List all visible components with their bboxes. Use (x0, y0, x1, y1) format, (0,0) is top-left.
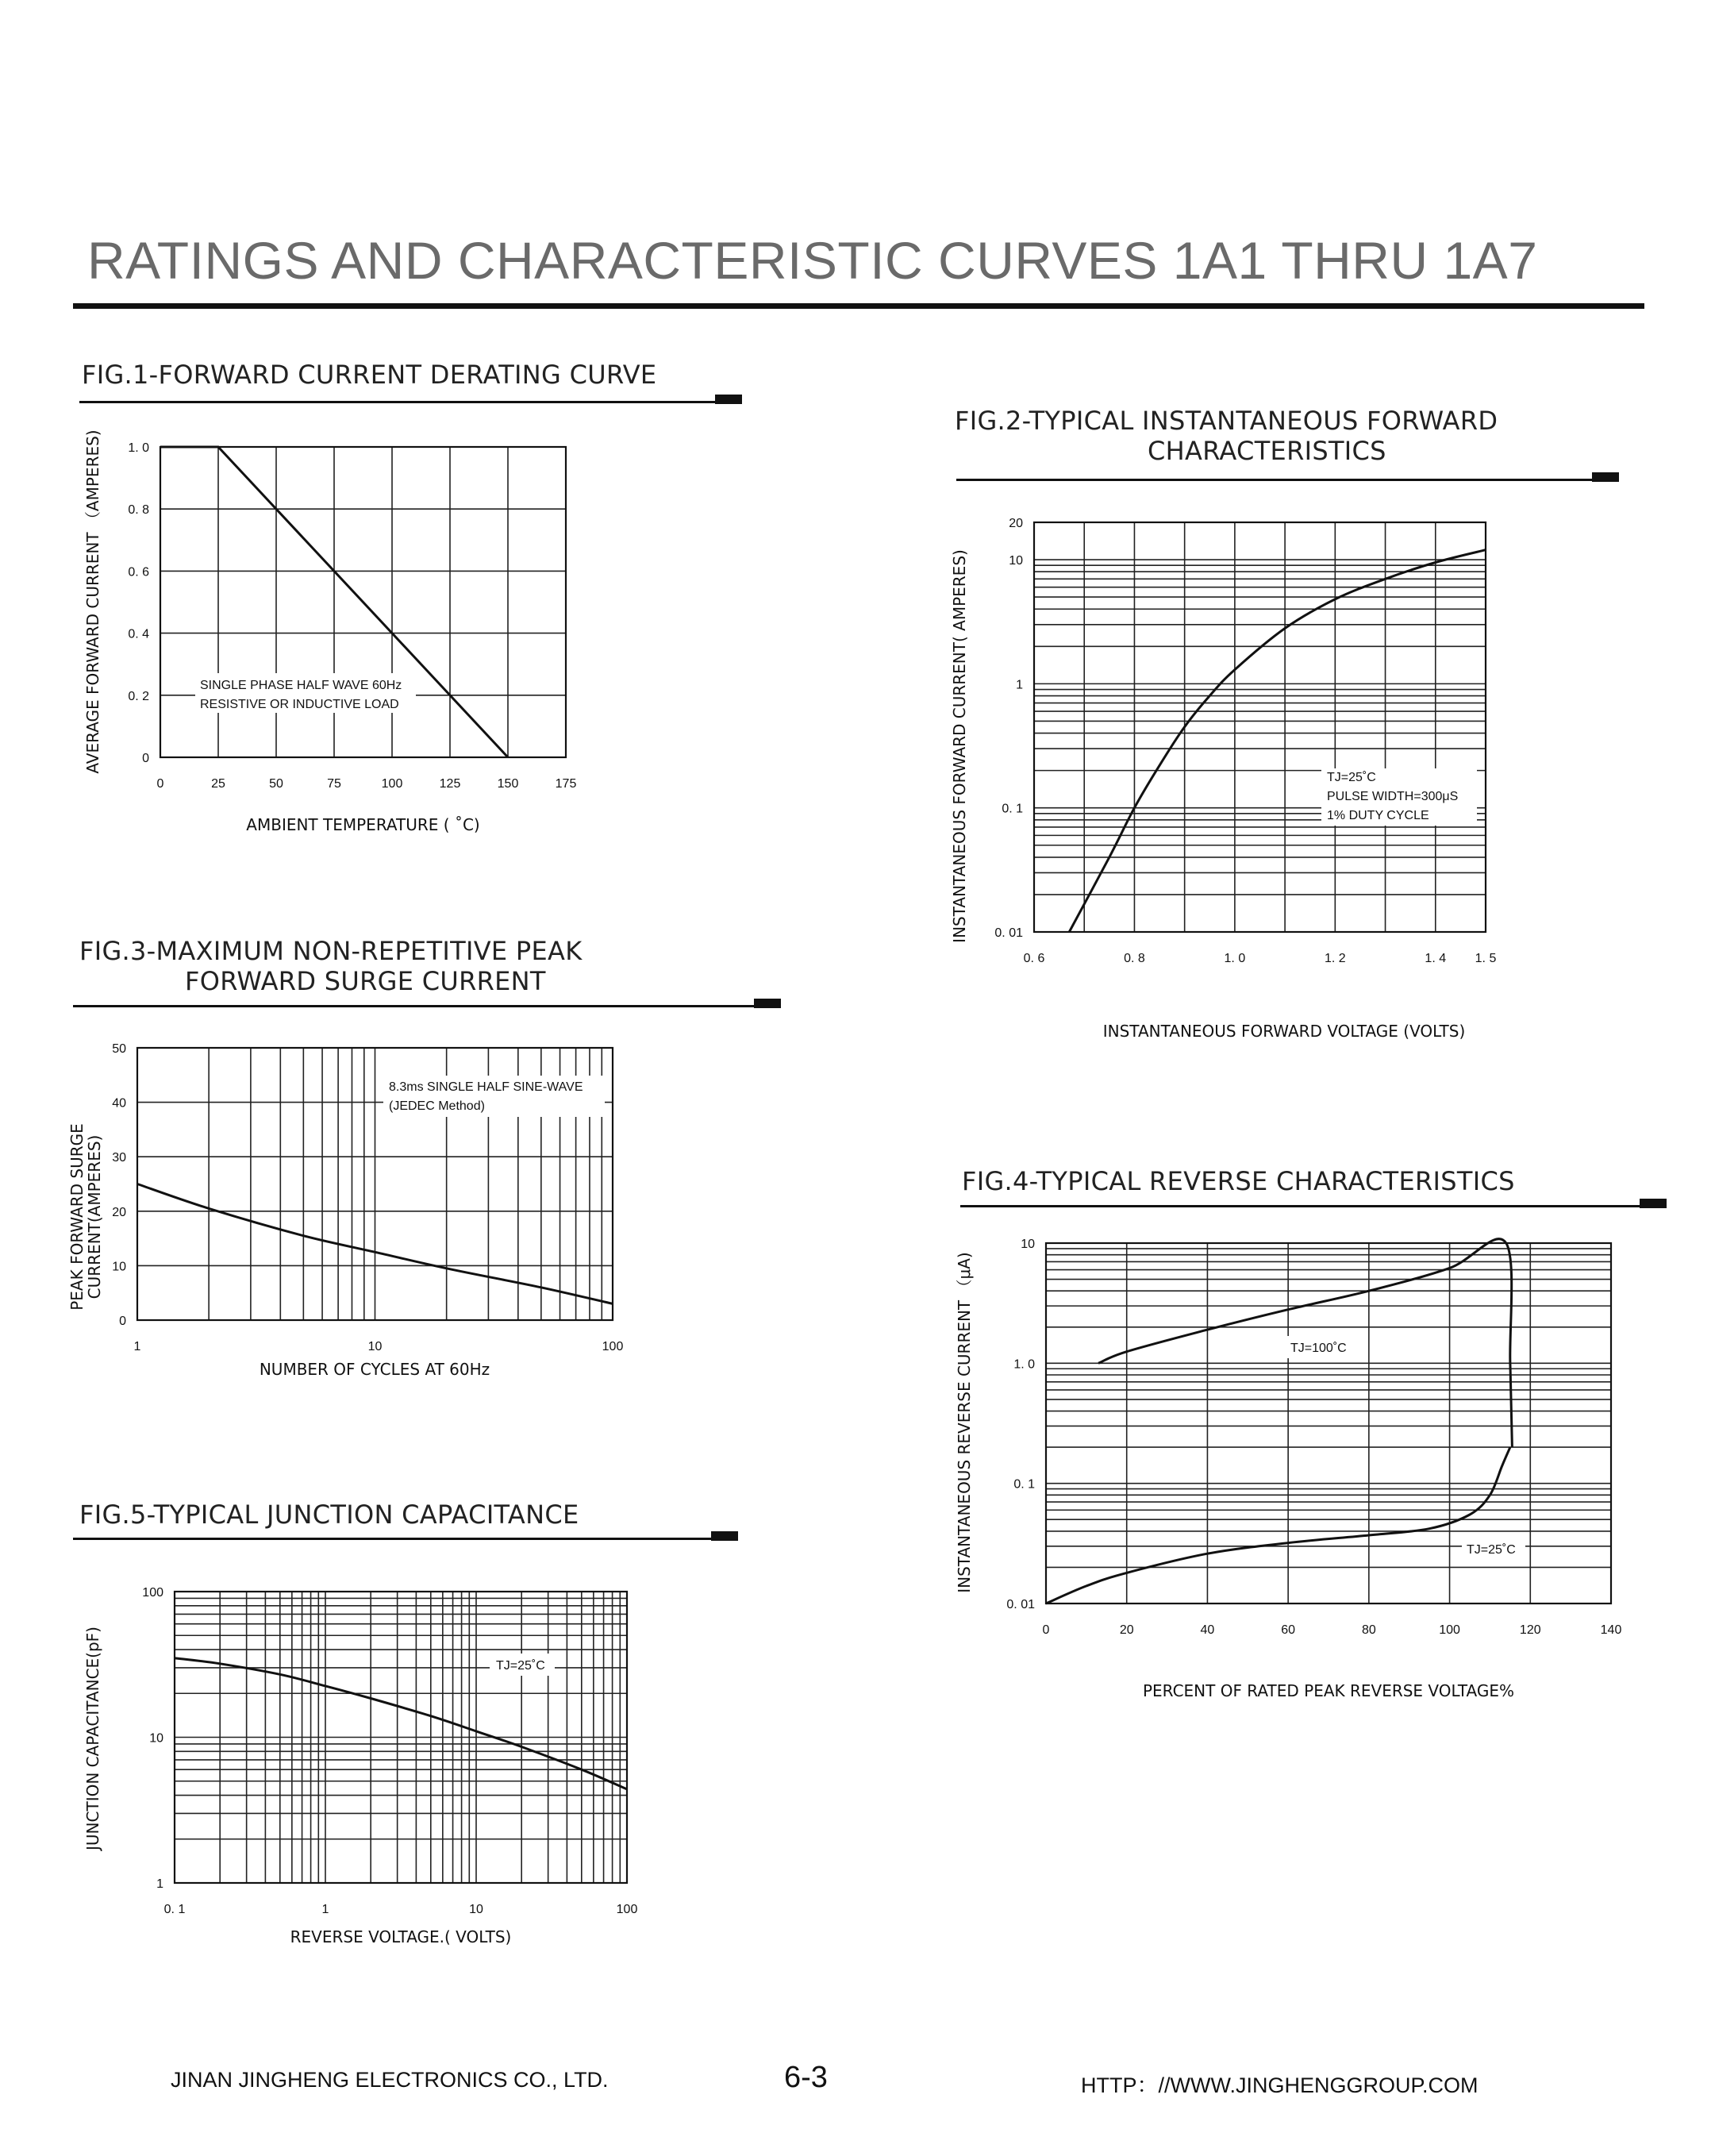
fig3-title-line2: FORWARD SURGE CURRENT (185, 966, 546, 996)
fig1-title: FIG.1-FORWARD CURRENT DERATING CURVE (82, 360, 657, 390)
fig1-xtick-6: 150 (497, 777, 519, 791)
fig4-xtick-4: 80 (1361, 1623, 1376, 1637)
fig1-xlabel: AMBIENT TEMPERATURE ( ˚C) (246, 815, 480, 834)
fig4-xtick-0: 0 (1042, 1623, 1050, 1637)
fig5-series-0-label: TJ=25˚C (496, 1659, 545, 1673)
fig1-xtick-5: 125 (439, 777, 461, 791)
fig2-xtick-3: 1. 2 (1324, 952, 1346, 965)
fig5-xtick-2: 10 (469, 1903, 483, 1916)
fig2-annotation-line1: TJ=25˚C (1327, 771, 1376, 784)
fig3-ytick-1: 10 (112, 1260, 126, 1274)
fig1-xtick-1: 25 (211, 777, 225, 791)
fig4-ytick-3: 10 (1021, 1238, 1035, 1251)
fig2-xtick-0: 0. 6 (1023, 952, 1045, 965)
fig2-annotation-line2: PULSE WIDTH=300μS (1327, 790, 1459, 803)
footer-company: JINAN JINGHENG ELECTRONICS CO., LTD. (171, 2068, 609, 2092)
fig4-series-0-label: TJ=100˚C (1290, 1342, 1347, 1355)
fig1-xtick-4: 100 (381, 777, 403, 791)
fig4-xtick-7: 140 (1600, 1623, 1622, 1637)
fig2-ytick-0: 0. 01 (994, 926, 1023, 940)
fig2-ytick-4: 20 (1009, 517, 1023, 530)
fig3-ylabel-line2: CURRENT(AMPERES) (85, 1134, 104, 1299)
fig3-ytick-4: 40 (112, 1096, 126, 1111)
fig2-annotation-line3: 1% DUTY CYCLE (1327, 809, 1429, 822)
fig2-xtick-4: 1. 4 (1425, 952, 1447, 965)
page-title: RATINGS AND CHARACTERISTIC CURVES 1A1 THRU 1A7 (87, 231, 1538, 290)
fig2-ytick-2: 1 (1016, 678, 1023, 692)
fig3-annotation-line1: 8.3ms SINGLE HALF SINE-WAVE (389, 1080, 583, 1094)
fig4-ytick-1: 0. 1 (1013, 1477, 1035, 1492)
fig4-xtick-1: 20 (1119, 1623, 1134, 1637)
fig1-ytick-0: 0 (142, 752, 149, 765)
fig1-ytick-2: 0. 4 (128, 627, 149, 641)
fig5-xtick-3: 100 (616, 1903, 638, 1916)
fig3-ytick-2: 20 (112, 1205, 126, 1219)
fig3-xtick-2: 100 (602, 1340, 624, 1353)
fig5-xlabel: REVERSE VOLTAGE.( VOLTS) (290, 1927, 512, 1946)
fig5-title: FIG.5-TYPICAL JUNCTION CAPACITANCE (79, 1500, 579, 1530)
fig4-ytick-2: 1. 0 (1013, 1357, 1035, 1372)
fig2-xtick-5: 1. 5 (1475, 952, 1497, 965)
fig1-xtick-3: 75 (327, 777, 341, 791)
fig2-ytick-3: 10 (1009, 554, 1023, 568)
fig2-xtick-2: 1. 0 (1224, 952, 1246, 965)
fig4-plot-frame (1046, 1243, 1611, 1604)
fig1-xtick-7: 175 (555, 777, 577, 791)
fig4-series-1-line (1046, 1447, 1510, 1604)
fig5-ytick-2: 100 (142, 1586, 163, 1600)
fig2-title-line1: FIG.2-TYPICAL INSTANTANEOUS FORWARD (955, 406, 1498, 436)
fig4-xtick-5: 100 (1439, 1623, 1460, 1637)
fig5-xtick-0: 0. 1 (163, 1903, 186, 1916)
fig1-ytick-3: 0. 6 (128, 565, 149, 579)
fig5-ytick-0: 1 (156, 1877, 163, 1891)
fig1-ytick-4: 0. 8 (128, 503, 149, 518)
fig2-title-line2: CHARACTERISTICS (1148, 436, 1386, 466)
fig4-series-1-label: TJ=25˚C (1467, 1543, 1516, 1557)
fig5-xtick-1: 1 (321, 1903, 329, 1916)
fig1-xtick-0: 0 (156, 777, 164, 791)
fig3-ytick-5: 50 (112, 1042, 126, 1056)
fig4-xtick-6: 120 (1519, 1623, 1541, 1637)
fig3-xlabel: NUMBER OF CYCLES AT 60Hz (259, 1360, 490, 1379)
fig1-ytick-5: 1. 0 (128, 441, 149, 455)
fig3-xtick-1: 10 (367, 1340, 383, 1353)
fig1-annotation-line1: SINGLE PHASE HALF WAVE 60Hz (200, 679, 402, 692)
fig4-xlabel: PERCENT OF RATED PEAK REVERSE VOLTAGE% (1142, 1681, 1515, 1700)
fig2-ylabel: INSTANTANEOUS FORWARD CURRENT( AMPERES) (950, 549, 969, 943)
fig3-ylabel-line1: PEAK FORWARD SURGE (67, 1123, 87, 1311)
fig5-ytick-1: 10 (149, 1731, 163, 1746)
fig3-title-line1: FIG.3-MAXIMUM NON-REPETITIVE PEAK (79, 936, 583, 966)
fig1-ylabel: AVERAGE FORWARD CURRENT （AMPERES) (83, 429, 102, 774)
fig2-ytick-1: 0. 1 (1002, 802, 1023, 816)
fig3-ytick-0: 0 (119, 1315, 126, 1328)
fig4-ytick-0: 0. 01 (1006, 1598, 1035, 1611)
fig3-xtick-0: 1 (133, 1340, 141, 1353)
fig2-xlabel: INSTANTANEOUS FORWARD VOLTAGE (VOLTS) (1102, 1022, 1466, 1041)
fig2-series-0-line (1069, 550, 1486, 932)
fig4-xtick-3: 60 (1281, 1623, 1296, 1637)
fig4-ylabel: INSTANTANEOUS REVERSE CURRENT （μA) (955, 1252, 974, 1593)
fig2-xtick-1: 0. 8 (1124, 952, 1145, 965)
fig4-xtick-2: 40 (1200, 1623, 1215, 1637)
fig1-ytick-1: 0. 2 (128, 689, 149, 703)
fig3-ytick-3: 30 (112, 1151, 126, 1165)
fig1-annotation-line2: RESISTIVE OR INDUCTIVE LOAD (200, 698, 399, 711)
footer-url: HTTP：//WWW.JINGHENGGROUP.COM (1081, 2073, 1479, 2097)
page-number: 6-3 (784, 2061, 828, 2094)
fig1-xtick-2: 50 (269, 777, 283, 791)
fig5-ylabel: JUNCTION CAPACITANCE(pF) (83, 1627, 102, 1850)
fig4-title: FIG.4-TYPICAL REVERSE CHARACTERISTICS (962, 1166, 1515, 1196)
fig3-annotation-line2: (JEDEC Method) (389, 1099, 485, 1113)
